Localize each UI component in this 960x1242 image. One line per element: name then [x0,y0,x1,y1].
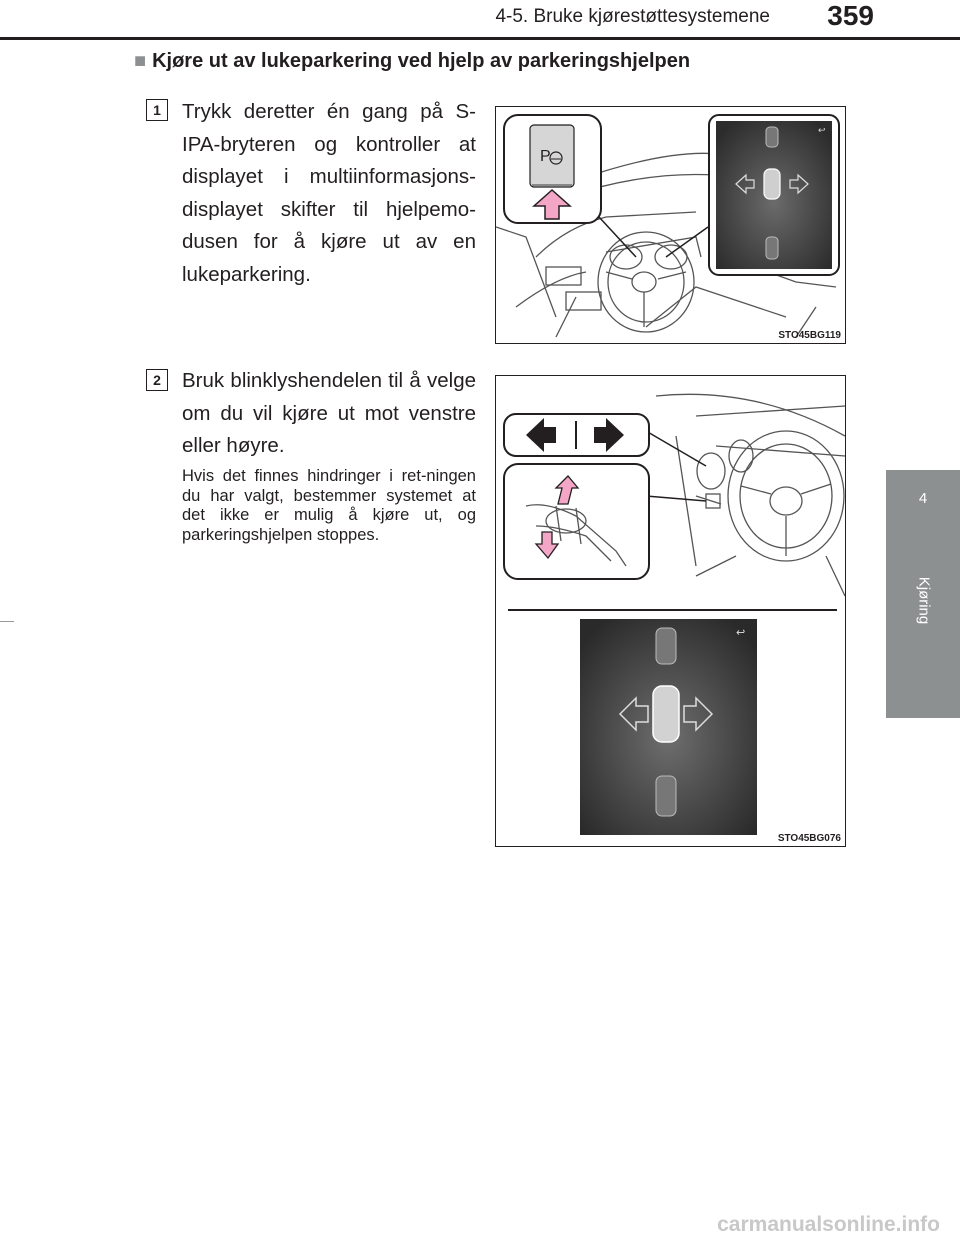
own-car-icon [764,169,780,199]
header-rule [0,37,960,40]
step-1-text: Trykk deretter én gang på S-IPA-bryteren og kontroller at displayet i multiinformasjons-displayet skifter til hjelpemo-dusen for å kjøre ut av en lukeparkering. [182,100,476,286]
figure-code-1: STO45BG119 [778,330,841,341]
square-bullet-icon: ■ [134,50,147,72]
turn-signal-illustration [496,376,845,846]
step-number-1: 1 [146,99,168,121]
section-heading [134,50,690,73]
chapter-number: 4 [918,490,928,507]
chapter-label: Kjøring [915,576,933,625]
section-heading-text: Kjøre ut av lukeparkering ved hjelp av parkeringshjelpen [152,50,691,72]
page-number: 359 [827,0,874,31]
step-2-text: Bruk blinklyshendelen til å velge om du vil kjøre ut mot venstre eller høyre. [182,369,476,457]
watermark: carmanualsonline.info [717,1213,940,1236]
return-icon: ↩ [736,626,746,639]
dashboard-illustration [496,107,845,343]
return-icon: ↩ [818,126,826,136]
figure-2 [495,375,846,847]
crop-mark [0,621,14,622]
chapter-tab [886,470,960,718]
header-section-title: 4-5. Bruke kjørestøttesystemene [495,6,770,27]
parking-button-label: P [540,148,551,165]
step-number-2: 2 [146,369,168,391]
own-car-icon [653,686,679,742]
figure-1 [495,106,846,344]
figure-code-2: STO45BG076 [777,833,841,844]
chapter-label-wrap [904,570,944,630]
step-2-note: Hvis det finnes hindringer i ret-ningen du har valgt, bestemmer systemet at det ikke er mulig å kjøre ut, og parkeringshjelpen stoppes. [182,467,476,544]
